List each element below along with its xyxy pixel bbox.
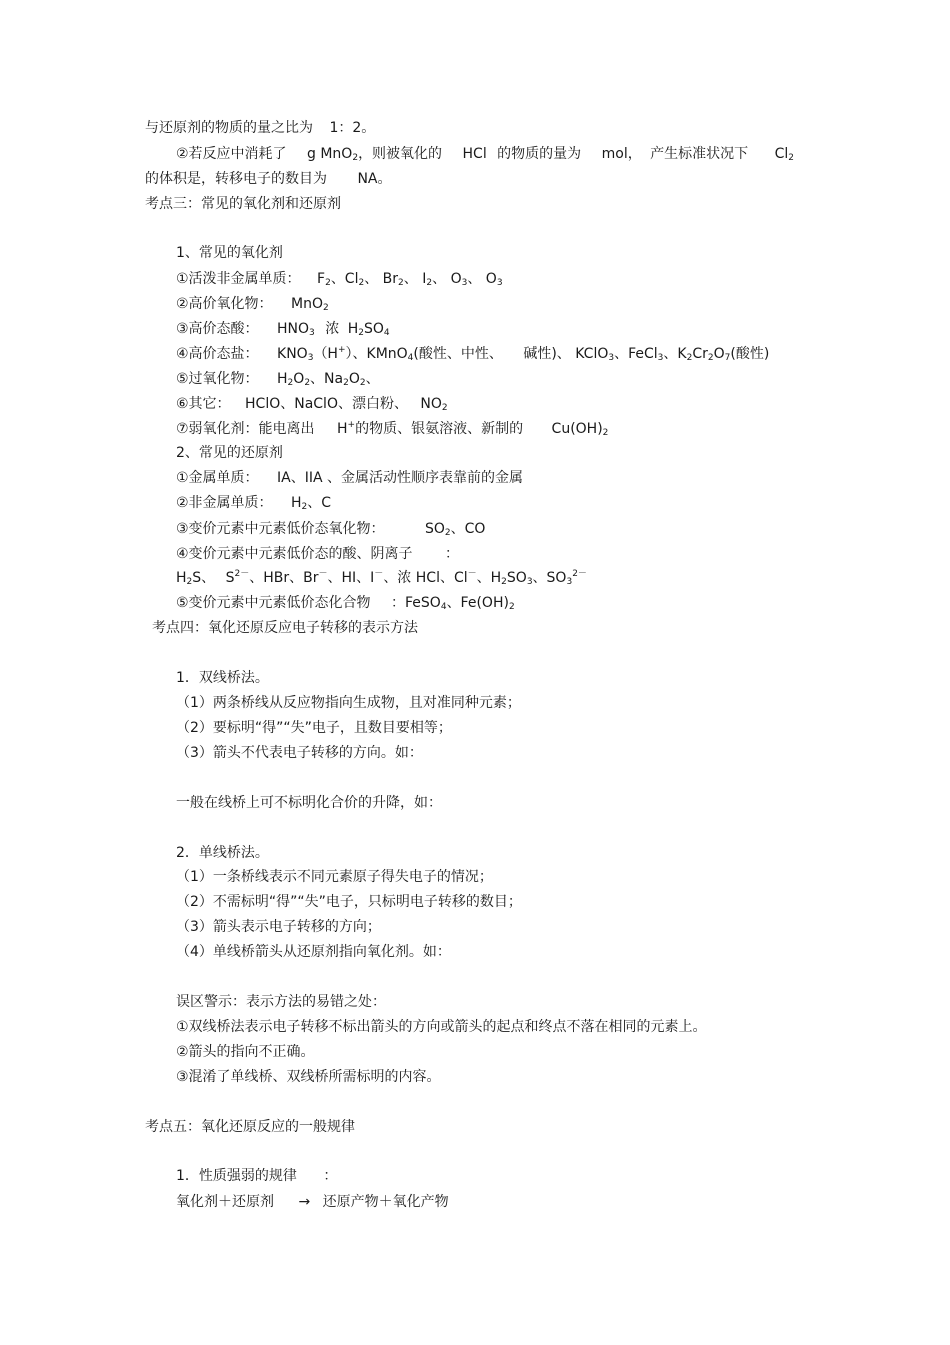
text: ）、KMnO [345,346,408,362]
subscript: 2 [441,403,448,413]
text-line [176,420,608,438]
text: HClO、NaClO、漂白粉、 [245,396,408,412]
text-line [176,345,769,363]
arrow-icon: → [298,1194,311,1210]
subscript: 2 [501,577,507,587]
subscript: 2 [602,428,609,438]
text: 、H [476,570,502,586]
subscript: 2 [358,328,364,338]
subheading: 2．单线桥法。 [176,845,269,861]
text: 、浓 HCl、Cl [383,570,468,586]
text: (酸性) [730,346,770,362]
text: I [422,271,427,287]
text: 、C [307,495,332,511]
subscript: 4 [407,353,414,363]
text: Cr [692,346,708,362]
subscript: 2 [444,528,451,538]
text: O [348,371,360,387]
text: ，则被氧化的 [358,146,443,162]
text-line: （3）箭头不代表电子转移的方向。如： [176,745,423,761]
superscript: 2－ [572,569,587,579]
text: ②若反应中消耗了 [176,146,287,162]
text: H [291,495,302,511]
text: NO [420,396,442,412]
text: 与还原剂的物质的量之比为 [145,120,313,136]
text: K [677,346,687,362]
text: 1．性质强弱的规律 [176,1168,297,1184]
equation-line [176,1193,449,1211]
text-line [176,320,390,338]
text-line: （2）要标明“得”“失”电子，且数目要相等； [176,720,452,736]
text: 、 [365,371,380,387]
text: MnO [291,296,323,312]
text-line: （4）单线桥箭头从还原剂指向氧化剂。如： [176,944,451,960]
text-line [176,1167,337,1185]
subscript: 2 [343,378,349,388]
ratio-text: 1：2。 [329,120,376,136]
text: NA。 [357,171,392,187]
text: 、 [364,271,379,287]
superscript: － [318,569,328,579]
subscript: 4 [383,328,390,338]
text: 、 [403,271,418,287]
text: mol， [601,146,642,162]
text: 碱性) [523,346,557,362]
section-heading: 考点四：氧化还原反应电子转移的表示方法 [152,620,418,636]
text: ⑦弱氧化剂：能电离出 [176,421,315,437]
text: ③变价元素中元素低价态氧化物： [176,521,385,537]
text: 产生标准状况下 [650,146,749,162]
text-line [145,170,392,188]
text: ①活泼非金属单质： [176,271,301,287]
text: 、 [432,271,447,287]
subscript: 2 [398,278,404,288]
text: 、Na [310,371,344,387]
text: 、Fe(OH) [446,595,509,611]
subheading: 1．双线桥法。 [176,670,269,686]
text: F [317,271,326,287]
text: 浓 [325,321,340,337]
superscript: － [467,569,477,579]
text: 、FeCl [614,346,658,362]
subheading: 1、常见的氧化剂 [176,245,283,261]
subscript: 3 [461,278,468,288]
text: O [293,371,305,387]
text: ①金属单质： [176,470,259,486]
text: Cl [774,146,789,162]
text-line: ③混淆了单线桥、双线桥所需标明的内容。 [176,1069,441,1085]
text: KClO [575,346,609,362]
text: O [485,271,497,287]
subscript: 2 [323,303,329,313]
text: 、 [467,271,482,287]
text: H [176,570,187,586]
text-line [145,119,375,137]
text-line [176,370,380,388]
text-line [176,494,331,512]
text: ④高价态盐： [176,346,259,362]
text: H [337,421,348,437]
text: Cu(OH) [551,421,603,437]
text: 、HI、I [327,570,375,586]
subscript: 2 [426,278,433,288]
subscript: 2 [352,153,359,163]
text: SO [506,570,527,586]
text: 的物质、银氨溶液、新制的 [355,421,524,437]
text: ⑤过氧化物： [176,371,259,387]
text: ④变价元素中元素低价态的酸、阴离子 [176,546,413,562]
text: HCl [462,146,487,162]
subheading: 2、常见的还原剂 [176,445,283,461]
superscript: － [374,569,384,579]
text-line: ①双线桥法表示电子转移不标出箭头的方向或箭头的起点和终点不落在相同的元素上。 [176,1019,707,1035]
text: g MnO [307,146,353,162]
subscript: 3 [608,353,615,363]
text: ⑤变价元素中元素低价态化合物 [176,595,371,611]
text-line [176,295,329,313]
text: 还原产物＋氧化产物 [322,1194,449,1210]
text: O [713,346,725,362]
text-line: （1）两条桥线从反应物指向生成物，且对准同种元素； [176,695,521,711]
superscript: + [337,345,346,355]
subscript: 2 [287,378,294,388]
text: ： [445,546,460,562]
subscript: 2 [186,577,193,587]
text: SO [363,321,384,337]
text: O [450,271,462,287]
section-heading: 考点三：常见的氧化剂和还原剂 [145,196,341,212]
text: SO [425,521,445,537]
superscript: + [347,420,356,430]
text: IA、IIA 、金属活动性顺序表靠前的金属 [277,470,524,486]
text: ②非金属单质： [176,495,273,511]
text-line [176,569,587,587]
subscript: 2 [508,602,515,612]
text-line: 一般在线桥上可不标明化合价的升降，如： [176,795,442,811]
text-line: （3）箭头表示电子转移的方向； [176,919,381,935]
text: H [277,371,288,387]
subscript: 2 [686,353,693,363]
text-line [176,469,523,487]
text: ： [323,1168,338,1184]
warning-heading: 误区警示：表示方法的易错之处： [176,994,386,1010]
subscript: 7 [724,353,731,363]
text: S [225,570,235,586]
text: 、Cl [330,271,359,287]
text: S、 [192,570,216,586]
superscript: 2－ [234,569,250,579]
subscript: 2 [358,278,365,288]
text-line [176,395,448,413]
section-heading: 考点五：氧化还原反应的一般规律 [145,1119,355,1135]
text: HNO [277,321,310,337]
subscript: 2 [325,278,331,288]
subscript: 3 [566,577,573,587]
text-line [176,520,485,538]
text: 、SO [532,570,567,586]
subscript: 3 [309,328,315,338]
text-line [176,545,459,563]
text: 氧化剂＋还原剂 [176,1194,274,1210]
text-line: （1）一条桥线表示不同元素原子得失电子的情况； [176,869,493,885]
subscript: 3 [657,353,664,363]
subscript: 4 [440,602,447,612]
subscript: 2 [301,502,308,512]
text-line [176,145,794,163]
text-line [176,270,503,288]
subscript: 2 [788,153,795,163]
subscript: 2 [359,378,366,388]
text: ：FeSO [391,595,441,611]
text: （H [313,346,338,362]
text-line: （2）不需标明“得”“失”电子，只标明电子转移的数目； [176,894,522,910]
text: H [347,321,359,337]
text: Br [382,271,399,287]
subscript: 3 [496,278,503,288]
subscript: 2 [304,378,311,388]
text: (酸性、中性、 [413,346,503,362]
text: 、HBr、Br [249,570,319,586]
text: ②高价氧化物： [176,296,273,312]
text: 的体积是，转移电子的数目为 [145,171,327,187]
text: 、 [556,346,571,362]
text: ⑥其它： [176,396,231,412]
text-line: ②箭头的指向不正确。 [176,1044,315,1060]
subscript: 2 [707,353,714,363]
subscript: 3 [526,577,533,587]
text-line [176,594,515,612]
subscript: 3 [307,353,314,363]
text: KNO [277,346,308,362]
text: ③高价态酸： [176,321,259,337]
text: 的物质的量为 [497,146,582,162]
text: 、CO [450,521,486,537]
text: 、 [663,346,678,362]
